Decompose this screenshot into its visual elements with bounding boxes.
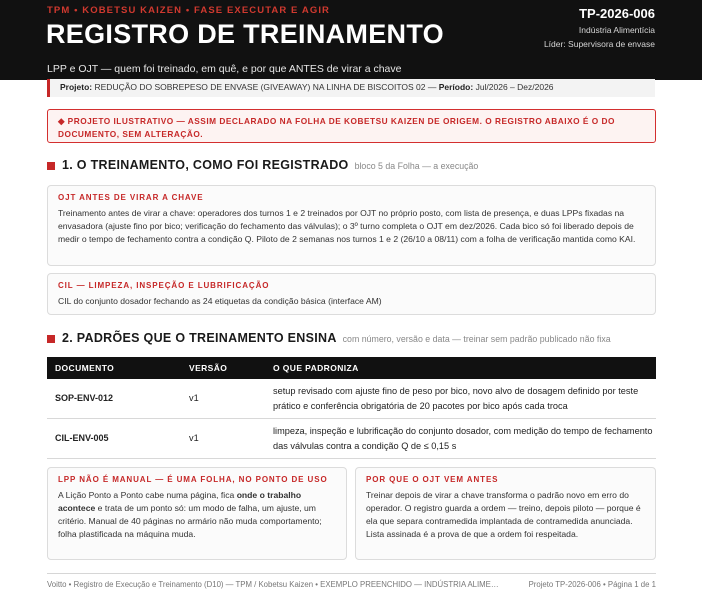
organization-label: Indústria Alimentícia xyxy=(578,25,655,35)
page-title: REGISTRO DE TREINAMENTO xyxy=(46,19,444,49)
footer-divider xyxy=(47,573,656,574)
standards-table xyxy=(47,357,656,459)
section-marker-icon xyxy=(47,162,55,170)
lpp-note-emphasis: onde o trabalho acontece xyxy=(58,490,302,513)
cil-card xyxy=(47,273,656,315)
lpp-note-title: LPP NÃO É MANUAL — É UMA FOLHA, NO PONTO DE USO xyxy=(58,475,328,484)
page-subtitle: LPP e OJT — quem foi treinado, em quê, e por que ANTES de virar a chave xyxy=(47,63,402,75)
ojt-card-title: OJT ANTES DE VIRAR A CHAVE xyxy=(58,193,204,202)
column-header-document: DOCUMENTO xyxy=(47,357,181,379)
header-kicker: TPM • KOBETSU KAIZEN • FASE EXECUTAR E AGIR xyxy=(47,5,331,16)
table-header-row xyxy=(47,357,656,379)
period-label: Período: xyxy=(438,82,474,92)
ojt-card xyxy=(47,185,656,266)
header-bar xyxy=(0,0,702,80)
document-cell: CIL-ENV-005 xyxy=(47,419,181,459)
ojt-note-card xyxy=(355,467,656,560)
project-bar xyxy=(47,79,655,97)
document-code: TP-2026-006 xyxy=(579,6,655,21)
footer-left: Voitto • Registro de Execução e Treinamento (D10) — TPM / Kobetsu Kaizen • EXEMPLO PREENCHIDO — INDÚSTRIA ALIME… xyxy=(47,580,499,589)
column-header-version: VERSÃO xyxy=(181,357,265,379)
standardizes-cell: setup revisado com ajuste fino de peso por bico, novo alvo de dosagem definido por teste prático e conferência obrigatória de 20 pacotes por bico após cada troca xyxy=(265,379,656,419)
leader-label: Líder: Supervisora de envase xyxy=(543,39,655,49)
section-2-title: 2. PADRÕES QUE O TREINAMENTO ENSINA xyxy=(62,331,337,345)
section-1-title: 1. O TREINAMENTO, COMO FOI REGISTRADO xyxy=(62,158,349,172)
standardizes-cell: limpeza, inspeção e lubrificação do conjunto dosador, com medição do tempo de fechamento das válvulas contra a condição Q de ≤ 0,15 s xyxy=(265,419,656,459)
ojt-note-title: POR QUE O OJT VEM ANTES xyxy=(366,475,499,484)
section-2-hint: com número, versão e data — treinar sem padrão publicado não fixa xyxy=(342,334,611,344)
table-row xyxy=(47,379,656,419)
section-marker-icon xyxy=(47,335,55,343)
version-cell: v1 xyxy=(181,379,265,419)
ojt-card-text: Treinamento antes de virar a chave: operadores dos turnos 1 e 2 treinados por OJT no próprio posto, com lista de presença, e duas LPPs fixadas na envasadora (ajuste fino por bico; verificação do fechamento das válvulas); o 3º turno completa o OJT em dez/2026. Cada bico só foi liberado depois de medir o tempo de fechamento contra a condição Q. Piloto de 2 semanas nos turnos 1 e 2 (26/10 a 08/11) com a folha de verificação mantida como KAI. xyxy=(58,208,636,244)
lpp-note-card xyxy=(47,467,347,560)
ojt-note-text: Treinar depois de virar a chave transforma o padrão novo em erro do operador. O registro guarda a ordem — treino, depois piloto — porque é ela que separa contramedida implantada de contramedida anunciada. Lista assinada é a prova de que a ordem foi respeitada. xyxy=(366,490,641,539)
lpp-note-text: A Lição Ponto a Ponto cabe numa página, fica onde o trabalho acontece e trata de um ponto só: um modo de falha, um ajuste, um critério. Manual de 40 páginas no armário não muda comportamento; folha plastificada na máquina muda. xyxy=(58,490,322,539)
table-row xyxy=(47,419,656,459)
project-text: REDUÇÃO DO SOBREPESO DE ENVASE (GIVEAWAY) NA LINHA DE BISCOITOS 02 — xyxy=(94,82,437,92)
version-cell: v1 xyxy=(181,419,265,459)
illustrative-alert: ◆ PROJETO ILUSTRATIVO — ASSIM DECLARADO NA FOLHA DE KOBETSU KAIZEN DE ORIGEM. O REGISTRO ABAIXO É O DO DOCUMENTO, SEM ALTERAÇÃO. xyxy=(47,109,656,143)
period-value: Jul/2026 – Dez/2026 xyxy=(475,82,554,92)
cil-card-text: CIL do conjunto dosador fechando as 24 etiquetas da condição básica (interface AM) xyxy=(58,296,382,306)
project-label: Projeto: xyxy=(60,82,93,92)
cil-card-title: CIL — LIMPEZA, INSPEÇÃO E LUBRIFICAÇÃO xyxy=(58,281,270,290)
section-1-hint: bloco 5 da Folha — a execução xyxy=(354,161,479,171)
column-header-standardizes: O QUE PADRONIZA xyxy=(265,357,656,379)
footer-page-info: Projeto TP-2026-006 • Página 1 de 1 xyxy=(528,580,656,589)
document-cell: SOP-ENV-012 xyxy=(47,379,181,419)
